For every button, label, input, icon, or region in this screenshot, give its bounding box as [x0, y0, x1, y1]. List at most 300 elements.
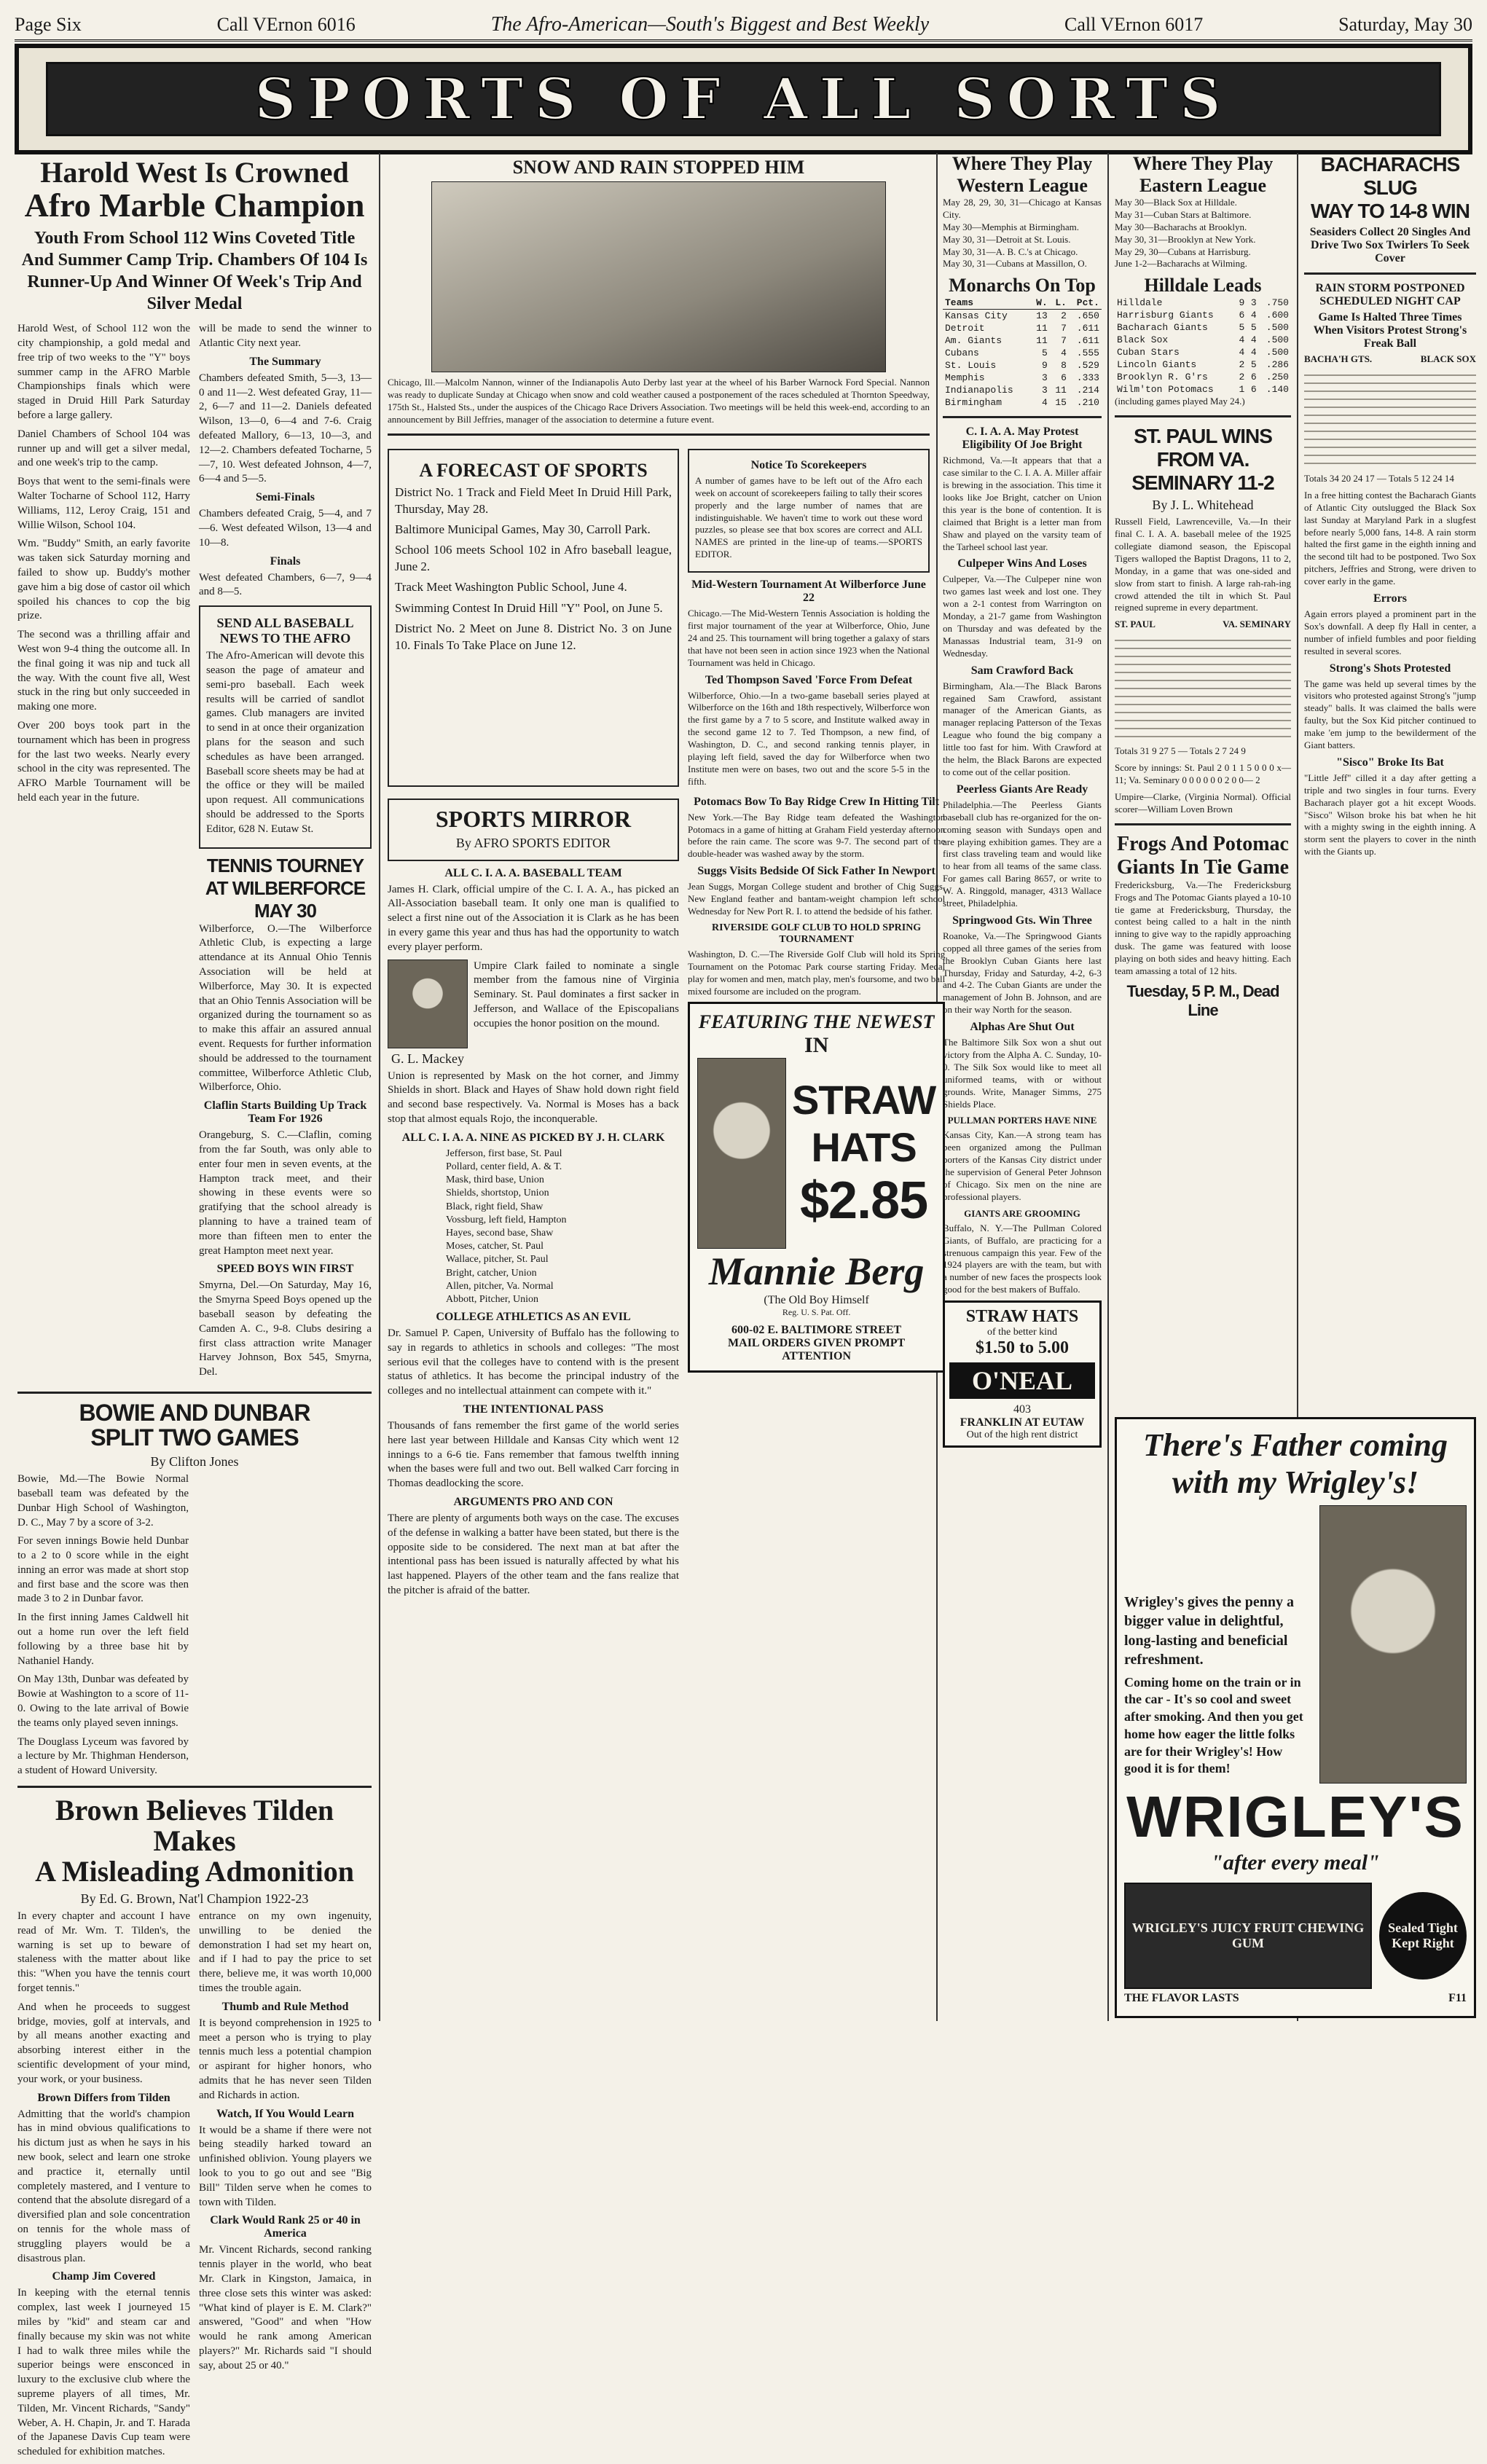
table-cell: .500 [1266, 347, 1289, 358]
wrigley-flavor: THE FLAVOR LASTS [1124, 1992, 1239, 2004]
gum-pack: WRIGLEY'S JUICY FRUIT CHEWING GUM [1124, 1883, 1372, 1989]
children-illustration [1319, 1505, 1467, 1784]
oneal-tag: Out of the high rent district [966, 1429, 1078, 1441]
finals-body: West defeated Chambers, 6—7, 9—4 and 8—5. [199, 571, 372, 598]
list-item: Wallace, pitcher, St. Paul [446, 1254, 549, 1266]
table-row [1115, 358, 1291, 371]
table-cell: 5 [1250, 322, 1257, 334]
sealed-badge: Sealed Tight Kept Right [1379, 1892, 1467, 1980]
brown-byline: By Ed. G. Brown, Nat'l Champion 1922-23 [80, 1891, 309, 1907]
alphas-headline: Alphas Are Shut Out [970, 1021, 1075, 1034]
table-cell: 3 [1041, 385, 1048, 396]
brown-p8: Mr. Vincent Richards, second ranking tennis player in the world, who beat Mr. Clark in Kingston, Jamaica, in three close sets this winter was asked: "What kind of player is E. M. Clark?" answered, "Good" and when "How would he rank among American players?" Mr. Richards said "I should say, about 25 or 40." [199, 2244, 372, 2371]
table-cell: Detroit [945, 323, 985, 334]
table-cell: 15 [1055, 397, 1067, 409]
oneal-address2: FRANKLIN AT EUTAW [960, 1416, 1085, 1429]
bowie-headline-2: SPLIT TWO GAMES [90, 1424, 299, 1451]
st-paul-score-line: Score by innings: St. Paul 2 0 1 1 5 0 0 0 x—11; Va. Seminary 0 0 0 0 0 0 2 0 0— 2 [1115, 762, 1291, 786]
table-cell: 2 [1239, 359, 1245, 371]
pullman-headline: PULLMAN PORTERS HAVE NINE [947, 1115, 1097, 1126]
mirror-p2: Umpire Clark failed to nominate a single member from the famous nine of Virginia Seminary. St. Paul dominates a first sacker in Jefferson, and Wallace of the Episcopalians occupies the honor position on the mound. [474, 960, 679, 1029]
summary-title: The Summary [249, 355, 321, 368]
table-cell: 9 [1239, 297, 1245, 309]
suggs-body: Jean Suggs, Morgan College student and brother of Chig Suggs, New England feather and bantam-weight champion left school Wednesday for New Port R. I. to attend the bedside of his father. [688, 881, 946, 917]
brown-headline [17, 1795, 372, 1887]
table-cell: .611 [1076, 323, 1099, 334]
list-item: Bright, catcher, Union [446, 1267, 537, 1279]
table-cell: .214 [1076, 385, 1099, 396]
table-cell: 7 [1061, 335, 1067, 347]
wrigley-pack-row [1124, 1883, 1467, 1989]
table-cell: 7 [1061, 323, 1067, 334]
western-schedule-item: May 30, 31—Detroit at St. Louis. [943, 233, 1071, 245]
brown-sub4: Watch, If You Would Learn [216, 2107, 354, 2120]
table-cell: 3 [1041, 372, 1048, 384]
ciaa-protest-body: Richmond, Va.—It appears that that a case similar to the C. I. A. A. Miller affair is brewing in the association. This time it looks like Joe Bright, catcher on Union this year is the bone of contention. It is claimed that Bright is a letter man from Shaw and played on the varsity team of the Tarheel school last year. [943, 455, 1102, 552]
mirror-sub4: THE INTENTIONAL PASS [463, 1403, 604, 1416]
brown-headline-2: A Misleading Admonition [35, 1855, 354, 1888]
berg-text [792, 1076, 935, 1231]
bacharachs-body: In a free hitting contest the Bacharach Giants of Atlantic City outslugged the Black Sox last Sunday at Maryland Park in a slugfest before nearly 5,000 fans, 14-8. A rain storm halted the first game in the eighth inning and the second tilt had to be postponed. Two Sox pitchers, Jeffries and Strong, were driven to cover early in the game. [1304, 489, 1476, 587]
marble-col-b [199, 322, 372, 1384]
table-cell: .250 [1266, 372, 1289, 383]
brown-headline-1: Brown Believes Tilden Makes [55, 1794, 334, 1858]
forecast-headline: A FORECAST OF SPORTS [419, 459, 648, 481]
table-row [943, 396, 1102, 409]
table-cell: 6 [1250, 384, 1257, 396]
divider [1115, 415, 1291, 417]
ted-thompson-body: Wilberforce, Ohio.—In a two-game baseball series played at Wilberforce on the 16th and 18th respectively, Wilberforce won the first game by a 7 to 5 score, and Institute walked away in the second game 12 to 7. Ted Thompson, a new find, of Washington, D. C., and second ranking tennis player, in playing left field, saved the day for Wilberforce when two Institute men were on bases, two out and the score 5-5 in the fifth. [688, 689, 930, 787]
column-rule [1107, 153, 1109, 2021]
table-cell: Memphis [945, 372, 985, 384]
mirror-sub2: ALL C. I. A. A. NINE AS PICKED BY J. H. CLARK [401, 1131, 665, 1144]
masthead: The Afro-American—South's Biggest and Best Weekly [490, 13, 930, 36]
brown-p5: entrance on my own ingenuity, unwilling to be denied the demonstration I had set my heart on, and if I had to pay the price to set there, believe me, it was worth 10,000 times the trouble again. [199, 1910, 372, 1995]
berg-hats: HATS [811, 1124, 917, 1171]
potomacs-body: New York.—The Bay Ridge team defeated the Washington Potomacs in a game of hitting at Graham Field yesterday afternoon before the rain came. The score was 9-7. The second part of the double-header was washed away by the storm. [688, 811, 946, 860]
western-schedule-item: May 28, 29, 30, 31—Chicago at Kansas City. [943, 197, 1102, 220]
marble-p3: Boys that went to the semi-finals were Walter Tocharne of School 112, Harry Williams, 112, Leroy Craig, 151 and Willie Wilson, School 104. [17, 476, 190, 531]
marble-p4: Wm. "Buddy" Smith, an early favorite was taken sick Saturday morning and failed to show up. Buddy's mother gave him a big dose of castor oil which spoiled his chances to cop the big prize. [17, 538, 190, 622]
divider [1304, 272, 1476, 275]
mirror-title-box [388, 799, 679, 861]
list-item: Pollard, center field, A. & T. [446, 1161, 562, 1173]
mirror-p3: Union is represented by Mask on the hot corner, and Jimmy Shields in short. Black and Hayes of Shaw hold down right field and second base respectively. Va. Normal is Moses has a back stop that almost equals Rojo, the inconquerable. [388, 1070, 679, 1126]
table-cell: .650 [1076, 310, 1099, 322]
broke-title: "Sisco" Broke Its Bat [1336, 756, 1444, 769]
bowie-headline [17, 1401, 372, 1450]
table-cell: 4 [1250, 310, 1257, 321]
mid-western-headline: Mid-Western Tournament At Wilberforce June 22 [691, 578, 926, 605]
mirror-p5: Thousands of fans remember the first game of the world series here last year between Hilldale and Kansas City which went 12 innings to a 6-6 tie. Fans remember that famous twelfth inning when the bases were full and two out. Bell walked Carr forcing in Thomas deadlocking the score. [388, 1420, 679, 1490]
column-rule [379, 153, 380, 2021]
brown-sub2: Champ Jim Covered [52, 2270, 156, 2283]
forecast-item: Baltimore Municipal Games, May 30, Carroll Park. [395, 522, 651, 537]
list-item: Allen, pitcher, Va. Normal [446, 1280, 554, 1292]
brown-p6: It is beyond comprehension in 1925 to meet a person who is trying to play tennis much less a potential champion or aspirant for higher honors, who admits that he has never seen Tilden and Richards in action. [199, 2017, 372, 2101]
table-cell: .210 [1076, 397, 1099, 409]
giants-grooming-headline: GIANTS ARE GROOMING [964, 1207, 1080, 1219]
brown-p3: Admitting that the world's champion has in mind obvious qualifications to his dictum just as when he says in his new book, select and learn one stroke and practice it, eternally until completely mastered, and I venture to contend that the absolute disregard of a diversified plan and sole concentration on tennis for the whole mass of struggling players would be a disastrous plan. [17, 2108, 190, 2264]
deadline-notice: Tuesday, 5 P. M., Dead Line [1126, 981, 1279, 1019]
mirror-byline: By AFRO SPORTS EDITOR [455, 835, 611, 850]
wrigley-headline-2: with my Wrigley's! [1172, 1464, 1419, 1500]
table-cell: 9 [1041, 360, 1048, 372]
eastern-schedule-item: May 29, 30—Cubans at Harrisburg. [1115, 246, 1251, 257]
semi-body: Chambers defeated Craig, 5—4, and 7—6. West defeated Wilson, 13—4 and 10—8. [199, 508, 372, 549]
bacharachs-box-heads [1304, 353, 1476, 365]
wrigley-headline-1: There's Father coming [1142, 1427, 1448, 1463]
alphas-body: The Baltimore Silk Sox won a shut out victory from the Alpha A. C. Sunday, 10-0. The Silk Sox would like to meet all uniformed teams, with or without grounds. Write, Manager Simms, 275 Shields Place. [943, 1037, 1102, 1110]
all-ciaa-nine-list [446, 1147, 679, 1306]
table-cell: Bacharach Giants [1117, 322, 1208, 334]
brown-p4: In keeping with the eternal tennis complex, last week I journeyed 15 miles by "kid" and steam car and finally because my skin was not white I had to walk three miles while the superior beings were ensconced in luxury to the exclusive club where the supreme players of all times, Mr. Tilden, Mr. Vincent Richards, "Sandy" Weber, A. H. Chapin, Jr. and T. Harada of the Japanese Davis Cup team were scheduled for exhibition matches. [17, 2287, 190, 2458]
wrigley-code: F11 [1448, 1992, 1467, 2004]
eastern-schedule-item: May 31—Cuban Stars at Baltimore. [1115, 208, 1252, 220]
table-cell: .140 [1266, 384, 1289, 396]
claflin-headline: Claflin Starts Building Up Track Team For 1926 [203, 1099, 367, 1126]
table-cell: Hilldale [1117, 297, 1163, 309]
tennis-body: Wilberforce, O.—The Wilberforce Athletic Club, is expecting a large attendance at its Annual Ohio Tennis Association will be held at Wilberforce, May 30. It is expected that an Ohio Tennis Association will be organized during the tournament so as to make this affair an assured annual event. Requests for further information should be addressed to the tournament committee, Wilberforce Athletic Club, Wilberforce, Ohio. [199, 922, 372, 1094]
oneal-ad [943, 1300, 1102, 1448]
table-cell: 1 [1239, 384, 1245, 396]
bowie-article [17, 1472, 189, 1778]
brown-sub3: Thumb and Rule Method [221, 2000, 349, 2013]
box-left-title: ST. PAUL [1115, 619, 1156, 630]
speed-boys-headline: SPEED BOYS WIN FIRST [216, 1263, 354, 1276]
forecast-box [388, 449, 679, 787]
table-cell: 8 [1061, 360, 1067, 372]
table-cell: .333 [1076, 372, 1099, 384]
brown-col-a [17, 1910, 190, 2464]
marble-p7: will be made to send the winner to Atlantic City next year. [199, 323, 372, 350]
marble-col-a [17, 322, 190, 1384]
errors-title: Errors [1373, 592, 1407, 605]
divider [943, 416, 1102, 418]
rain-deck: Game Is Halted Three Times When Visitors Protest Strong's Freak Ball [1313, 311, 1467, 350]
berg-name: Mannie Berg [708, 1249, 925, 1294]
table-header-row [943, 297, 1102, 310]
table-cell: .500 [1266, 322, 1289, 334]
berg-price: $2.85 [800, 1172, 928, 1231]
wrigley-brand: WRIGLEY'S [1126, 1784, 1464, 1849]
table-cell: Indianapolis [945, 385, 1013, 396]
table-cell: 4 [1041, 397, 1048, 409]
speed-boys-body: Smyrna, Del.—On Saturday, May 16, the Smyrna Speed Boys opened up the baseball season by defeating the Camden A. C., 9-8. Clubs desiring a first class attraction write Manager Harvey Johnson, Box 545, Smyrna, Del. [199, 1279, 372, 1378]
scorekeepers-body: A number of games have to be left out of the Afro each week on account of scorekeepers failing to tally their scores properly and the large number of names that are indistinguishable. We haven't time to work out these word puzzles, so please see that box scores are correct and ALL NAMES are printed in the line-up of teams.—SPORTS EDITOR. [695, 474, 922, 560]
center-lower [388, 793, 946, 1603]
brown-sub5: Clark Would Rank 25 or 40 in America [210, 2214, 361, 2240]
col-header: W. [1031, 297, 1050, 310]
springwood-headline: Springwood Gts. Win Three [952, 914, 1092, 927]
table-cell: Kansas City [945, 310, 1008, 322]
mirror-sub3: COLLEGE ATHLETICS AS AN EVIL [436, 1311, 631, 1324]
table-cell: 13 [1036, 310, 1048, 322]
errors-body: Again errors played a prominent part in the Sox's downfall. A deep fly Hall in center, a number of infield fumbles and poor fielding resulted in several scores. [1304, 608, 1476, 656]
list-item: Black, right field, Shaw [446, 1201, 544, 1212]
wrigley-copy1: Wrigley's gives the penny a bigger value in delightful, long-lasting and beneficial refreshment. [1124, 1594, 1294, 1668]
oneal-address1: 403 [1013, 1403, 1031, 1416]
strong-title: Strong's Shots Protested [1329, 662, 1451, 675]
table-cell: 6 [1061, 372, 1067, 384]
berg-tm: Reg. U. S. Pat. Off. [782, 1307, 851, 1318]
bowie-byline: By Clifton Jones [150, 1454, 239, 1470]
table-cell: Lincoln Giants [1117, 359, 1197, 371]
bacharachs-headline-2: WAY TO 14-8 WIN [1311, 200, 1470, 222]
culpeper-headline: Culpeper Wins And Loses [957, 557, 1087, 570]
table-row [1115, 334, 1291, 346]
col-header: L. [1050, 297, 1069, 310]
send-news-body: The Afro-American will devote this season the page of amateur and semi-pro baseball. Each week results will be carried of sandlot games. Club managers are invited to send in at once their organization plans for the season and such schedules as have been arranged. Baseball score sheets may be had at the office or they will be mailed upon request. All communications should be addressed to the Sports Editor, 628 N. Eutaw St. [206, 650, 364, 835]
wrigley-footer [1124, 1992, 1467, 2005]
col-header: Pct. [1069, 297, 1102, 310]
forecast-item: School 106 meets School 102 in Afro baseball league, June 2. [395, 543, 672, 573]
list-item: Hayes, second base, Shaw [446, 1227, 554, 1239]
table-cell: 5 [1041, 348, 1048, 359]
table-cell: 2 [1239, 372, 1245, 383]
table-cell: Wilm'ton Potomacs [1117, 384, 1214, 396]
page-number: Page Six [15, 14, 82, 35]
portrait-caption: G. L. Mackey [391, 1051, 464, 1066]
st-paul-box-heads [1115, 619, 1291, 630]
marble-p1: Harold West, of School 112 won the city championship, a gold medal and free trip of two weeks to the "Y" boys summer camp in the AFRO Marble Championships finals which were staged in Druid Hill Park Saturday before a large gallery. [17, 323, 190, 422]
mirror-portrait-row [388, 960, 679, 1070]
table-cell: 4 [1239, 347, 1245, 358]
page-header [15, 10, 1472, 42]
table-cell: .529 [1076, 360, 1099, 372]
send-news-box [199, 605, 372, 848]
western-schedule-item: May 30, 31—Cubans at Massillon, O. [943, 258, 1087, 270]
table-row [943, 384, 1102, 396]
strong-body: The game was held up several times by the visitors who protested against Strong's "jump steady" balls. It was claimed the balls were faulty, but the Sox Kid pitcher continued to make 'em jump to the bewilderment of the Giant batters. [1304, 678, 1476, 751]
wrigley-ad [1115, 1417, 1476, 2018]
st-paul-headline: ST. PAUL WINS FROM VA. SEMINARY 11-2 [1131, 425, 1274, 495]
oneal-brand: O'NEAL [949, 1362, 1095, 1399]
eastern-schedule-item: June 1-2—Bacharachs at Wilming. [1115, 258, 1247, 270]
table-cell: .750 [1266, 297, 1289, 309]
snow-rain-caption: Chicago, Ill.—Malcolm Nannon, winner of the Indianapolis Auto Derby last year at the wheel of his Barber Warnock Ford Special. Nannon was ready to duplicate Sunday at Chicago when snow and cold weather caused a postponement of the races scheduled at Thornton Speedway, 175th St., Halsted Sts., under the auspices of the Chicago Race Drivers Association. Two meetings will be held this week-end, according to an announcement by Bill Jeffries, manager of the association to determine a future event. [388, 377, 930, 425]
banner-title: SPORTS OF ALL SORTS [254, 66, 1233, 133]
summary-body: Chambers defeated Smith, 5—3, 13—0 and 11—2. West defeated Gray, 11—2, 6—7 and 11—2. Daniels defeated Wilson, 13—0, 6—4 and 7-6. Craig defeated Mallory, 6—13, 10—3, and 12—2. Chambers defeated Tocharne, 5—7, 10. West defeated Johnson, 4—7, 6—4 and 5—5. [199, 372, 372, 485]
berg-address: 600-02 E. BALTIMORE STREET [731, 1324, 902, 1337]
marble-headline-2: Afro Marble Champion [24, 187, 365, 224]
table-cell: .500 [1266, 334, 1289, 346]
list-item: Shields, shortstop, Union [446, 1188, 549, 1199]
mirror-sub1: ALL C. I. A. A. BASEBALL TEAM [444, 866, 622, 879]
western-schedule-item: May 30—Memphis at Birmingham. [943, 221, 1080, 232]
mirror-p6: There are plenty of arguments both ways on the case. The excuses of the defense in walking a batter have been stated, but there is the opposite side to be considered. The next man at bat after the intentional pass has been issued is naturally affected by what his last happened. Players of the other team and the fans realize that the pitcher is afraid of the batter. [388, 1512, 679, 1597]
pullman-body: Kansas City, Kan.—A strong team has been organized among the Pullman porters of the Kansas City district under the supervision of General Peter Johnson of Chicago. Six men on the nine are professional players. [943, 1129, 1102, 1202]
bowie-p5: The Douglass Lyceum was favored by a lecture by Mr. Thighman Henderson, a student of Howard University. [17, 1735, 189, 1777]
table-row [943, 322, 1102, 334]
st-paul-umpire: Umpire—Clarke, (Virginia Normal). Official scorer—William Loven Brown [1115, 791, 1291, 815]
marble-article [17, 322, 372, 1384]
brown-p1: In every chapter and account I have read of Mr. Wm. T. Tilden's, the warning is set up to beware of staleness with the matter about like this: "When you have the tennis court forget tennis." [17, 1910, 190, 1995]
list-item: Jefferson, first base, St. Paul [446, 1147, 562, 1159]
column-center [388, 153, 946, 2021]
mid-western-body: Chicago.—The Mid-Western Tennis Association is holding the first major tournament of the year at Wilberforce, Ohio, June 24 and 25. This tournament will bring together a galaxy of stars that have not been seen in action since 1923 when the National Tournament was held in Chicago. [688, 608, 930, 668]
table-cell: 2 [1061, 310, 1067, 322]
frogs-body: Fredericksburg, Va.—The Fredericksburg Frogs and The Potomac Giants played a 10-10 tie game at Fredericksburg, Thursday, the contest being called to a halt in the ninth inning to give way to the rapidly approaching dusk. The game was featured with loose playing on both sides and heavy hitting. Each team amassing a total of 12 hits. [1115, 879, 1291, 977]
table-cell: Birmingham [945, 397, 1003, 409]
broke-body: "Little Jeff" cilled it a day after getting a triple and two singles in four turns. Every Bacharach player got a hit except Woods. "Sisco" Wilson broke his bat when he hit with a mighty swing in the eighth inning. A storm sent the players to cover in the ninth with the Giants up. [1304, 772, 1476, 858]
list-item: Mask, third base, Union [446, 1174, 544, 1186]
marble-headline-1: Harold West Is Crowned [40, 156, 349, 189]
berg-straw: STRAW [792, 1077, 936, 1123]
brown-col-b [199, 1910, 372, 2464]
riverside-headline: RIVERSIDE GOLF CLUB TO HOLD SPRING TOURNAMENT [712, 922, 922, 945]
table-cell: 11 [1036, 335, 1048, 347]
table-row [1115, 371, 1291, 383]
list-item: Moses, catcher, St. Paul [446, 1241, 544, 1252]
brown-p2: And when he proceeds to suggest bridge, movies, golf at intervals, and by all means another exacting and absorbing interest either in the scientific development of your mind, your work, or your business. [17, 2001, 190, 2085]
list-item: Abbott, Pitcher, Union [446, 1293, 538, 1305]
table-row [1115, 321, 1291, 334]
table-row [943, 372, 1102, 384]
table-cell: Am. Giants [945, 335, 1003, 347]
western-standings-table [943, 297, 1102, 409]
eastern-standings-table [1115, 297, 1291, 396]
eastern-schedule-item: May 30, 31—Brooklyn at New York. [1115, 233, 1256, 245]
section-banner [15, 44, 1472, 154]
table-cell: Black Sox [1117, 334, 1169, 346]
berg-in: IN [804, 1033, 829, 1058]
bowie-p3: In the first inning James Caldwell hit out a home run over the left field following by a three base hit by Nathaniel Handy. [17, 1612, 189, 1667]
table-cell: 3 [1250, 297, 1257, 309]
potomacs-headline: Potomacs Bow To Bay Ridge Crew In Hitting Tilt [694, 795, 940, 808]
ted-thompson-headline: Ted Thompson Saved 'Force From Defeat [705, 673, 913, 686]
table-row [1115, 309, 1291, 321]
culpeper-body: Culpeper, Va.—The Culpeper nine won two games last week and lost one. They won a 2-1 contest from Warrington on Monday, a 21-7 game from Washington on Thursday and was defeated by the Manassas Industrial team, 31-9 on Wednesday. [943, 573, 1102, 659]
forecast-item: District No. 2 Meet on June 8. District No. 3 on June 10. Finals To Take Place on June 12. [395, 621, 672, 652]
hilldale-headline: Hilldale Leads [1144, 275, 1262, 297]
oneal-line2: of the better kind [986, 1327, 1058, 1338]
bacharachs-box-score [1304, 368, 1476, 470]
monarchs-headline: Monarchs On Top [949, 275, 1096, 297]
forecast-item: Swimming Contest In Druid Hill "Y" Pool, on June 5. [395, 600, 663, 615]
send-news-title: SEND ALL BASEBALL NEWS TO THE AFRO [216, 616, 354, 646]
st-paul-body: Russell Field, Lawrenceville, Va.—In their final C. I. A. A. baseball melee of the 1925 collegiate diamond season, the Episcopal Tigers walloped the Baptist Dragons, 11 to 2, Monday, in a game that was one-sided and slow from start to finish. A large rah-rah-ing crowd attended the tilt in which St. Paul reigned supreme in every department. [1115, 516, 1291, 613]
bowie-p1: Bowie, Md.—The Bowie Normal baseball team was defeated by the Dunbar High School of Washington, D. C., May 7 by a score of 3-2. [17, 1473, 189, 1529]
table-cell: 6 [1239, 310, 1245, 321]
banner-inner [46, 62, 1441, 136]
table-cell: .555 [1076, 348, 1099, 359]
table-cell: Harrisburg Giants [1117, 310, 1214, 321]
snow-rain-headline: SNOW AND RAIN STOPPED HIM [512, 157, 805, 178]
race-car-photo [431, 181, 886, 372]
scorekeepers-headline: Notice To Scorekeepers [750, 458, 867, 471]
claflin-body: Orangeburg, S. C.—Claflin, coming from the far South, was only able to enter four men in seven events, at the Hampton track meet, and their showing in these events were so gratifying that the school already is planning to have a trained team of more than fifteen men to enter the great Hampton meet next year. [199, 1129, 372, 1257]
divider [17, 1392, 372, 1394]
table-cell: Cubans [945, 348, 979, 359]
mirror-sub5: ARGUMENTS PRO AND CON [453, 1496, 613, 1509]
scorekeepers-box [688, 449, 930, 573]
table-cell: Brooklyn R. G'rs [1117, 372, 1208, 383]
table-cell: .600 [1266, 310, 1289, 321]
table-cell: 4 [1250, 347, 1257, 358]
table-cell: .611 [1076, 335, 1099, 347]
table-cell: .286 [1266, 359, 1289, 371]
table-cell: 6 [1250, 372, 1257, 383]
divider [388, 433, 930, 436]
wrigley-copy [1124, 1505, 1312, 1784]
portrait-block [388, 960, 468, 1070]
table-cell: 11 [1036, 323, 1048, 334]
bacharachs-deck: Seasiders Collect 20 Singles And Drive Two Sox Twirlers To Seek Cover [1309, 226, 1471, 264]
table-cell: 5 [1250, 359, 1257, 371]
table-cell: 4 [1239, 334, 1245, 346]
table-row [1115, 297, 1291, 309]
wrigley-copy2: Coming home on the train or in the car - It's so cool and sweet after smoking. And then you get home how eager the little folks are for their Wrigley's! How good it is for them! [1124, 1674, 1303, 1776]
crawford-body: Birmingham, Ala.—The Black Barons regained Sam Crawford, assistant manager of the American Giants, as manager replacing Patterson of the Texas League who found the big company a little too fast for him. With Crawford at the helm, the Black Barons are expected to come out of the cellar position. [943, 680, 1102, 777]
rain-headline: RAIN STORM POSTPONED SCHEDULED NIGHT CAP [1315, 282, 1465, 307]
suggs-headline: Suggs Visits Bedside Of Sick Father In Newport [697, 865, 935, 878]
st-paul-byline: By J. L. Whitehead [1152, 498, 1254, 513]
marble-deck: Youth From School 112 Wins Coveted Title And Summer Camp Trip. Chambers Of 104 Is Runner-Up And Winner Of Week's Trip And Silver Medal [21, 229, 368, 314]
center-right-lower [688, 793, 945, 1603]
brown-p7: It would be a shame if there were not being steadily harked toward an unfinished oblivion. Young players we look to you to go out and see "Big Bill" Tilden serve when he comes to town with Tilden. [199, 2124, 372, 2208]
giants-grooming-body: Buffalo, N. Y.—The Pullman Colored Giants, of Buffalo, are practicing for a strenuous campaign this year. Few of the 1924 players are with the team, but with a number of new faces the prospects look good for the best makers of Buffalo. [943, 1222, 1102, 1295]
center-right-stack [688, 443, 930, 793]
sports-mirror [388, 793, 679, 1603]
crawford-headline: Sam Crawford Back [970, 664, 1074, 677]
berg-sub: (The Old Boy Himself [764, 1294, 869, 1307]
bacharachs-headline-1: BACHARACHS SLUG [1320, 153, 1460, 199]
box-right-title: VA. SEMINARY [1223, 619, 1291, 630]
frogs-headline: Frogs And Potomac Giants In Tie Game [1116, 832, 1290, 879]
table-cell: 5 [1239, 322, 1245, 334]
bacharachs-headline [1304, 153, 1476, 223]
berg-mail: MAIL ORDERS GIVEN PROMPT ATTENTION [728, 1337, 906, 1363]
bacharachs-totals: Totals 34 20 24 17 — Totals 5 12 24 14 [1304, 473, 1454, 484]
table-row [943, 334, 1102, 347]
ciaa-protest-headline: C. I. A. A. May Protest Eligibility Of Joe Bright [962, 425, 1083, 452]
wrigley-illustration-row [1124, 1505, 1467, 1784]
riverside-body: Washington, D. C.—The Riverside Golf Club will hold its Spring Tournament on the Potomac Park course starting Friday. Medal play for women and men, match play, men's foursome, and two ball mixed foursome are included on the program. [688, 948, 946, 997]
table-cell: 11 [1055, 385, 1067, 396]
table-row [943, 310, 1102, 323]
table-row [943, 359, 1102, 372]
box-left-title: BACHA'H GTS. [1304, 353, 1373, 364]
eastern-headline: Where They Play Eastern League [1132, 153, 1274, 196]
divider [17, 1786, 372, 1788]
eastern-schedule-item: May 30—Bacharachs at Brooklyn. [1115, 221, 1247, 232]
phone-left: Call VErnon 6016 [216, 14, 356, 35]
semi-title: Semi-Finals [256, 491, 315, 504]
mirror-headline: SPORTS MIRROR [435, 805, 632, 832]
wrigley-slogan: "after every meal" [1211, 1851, 1380, 1875]
western-schedule-item: May 30, 31—A. B. C.'s at Chicago. [943, 246, 1078, 257]
bowie-p4: On May 13th, Dunbar was defeated by Bowie at Washington to a score of 11-0. Owing to the late arrival of Bowie the teams only played seven innings. [17, 1674, 189, 1729]
col-header: Teams [943, 297, 1031, 310]
brown-article [17, 1910, 372, 2464]
marble-p2: Daniel Chambers of School 104 was runner up and will get a silver medal, and one week's trip to the camp. [17, 428, 190, 469]
brown-sub1: Brown Differs from Tilden [37, 2091, 170, 2104]
table-row [1115, 346, 1291, 358]
berg-featuring: FEATURING THE NEWEST [698, 1011, 935, 1033]
table-cell: Cuban Stars [1117, 347, 1180, 358]
divider [1115, 823, 1291, 825]
berg-figure [697, 1058, 786, 1249]
table-cell: 4 [1061, 348, 1067, 359]
oneal-line1: STRAW HATS [965, 1307, 1079, 1327]
finals-title: Finals [270, 554, 301, 568]
list-item: Vossburg, left field, Hampton [446, 1214, 567, 1225]
marble-p5: The second was a thrilling affair and West won 9-4 thing the outcome all. In the final going it was nip and tuck all the way. With the count five all, West stuck in the ring but only succeeded in making one more. [17, 629, 190, 713]
mirror-p4: Dr. Samuel P. Capen, University of Buffalo has the following to say in regards to athletics in schools and colleges: "The most serious evil that the colleges have to contend with is the present status of athletics. It has become the principal industry of the colleges and no intellectual attainment can compete with it." [388, 1327, 679, 1397]
bowie-headline-1: BOWIE AND DUNBAR [79, 1399, 310, 1426]
st-paul-box-score [1115, 633, 1291, 742]
